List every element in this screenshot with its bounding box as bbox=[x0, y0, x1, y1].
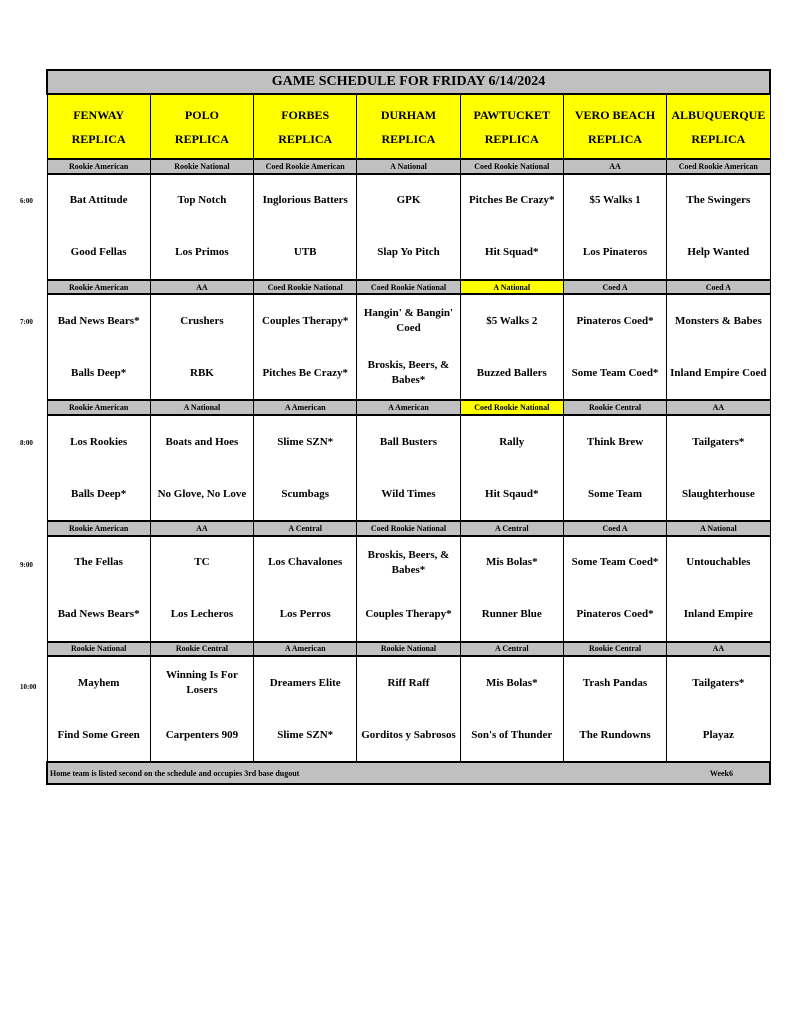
away-team: Trash Pandas bbox=[563, 656, 666, 709]
division-label: Rookie American bbox=[47, 521, 150, 536]
division-label: Rookie American bbox=[47, 159, 150, 174]
division-row bbox=[47, 642, 770, 657]
field-header bbox=[667, 94, 770, 159]
away-team: Dreamers Elite bbox=[254, 656, 357, 709]
home-team: Runner Blue bbox=[460, 589, 563, 642]
away-team: Broskis, Beers, & Babes* bbox=[357, 536, 460, 589]
home-team: Los Primos bbox=[150, 227, 253, 280]
away-team: Untouchables bbox=[667, 536, 770, 589]
footer-note: Home team is listed second on the schedule and occupies 3rd base dugout bbox=[50, 768, 300, 778]
away-team: Tailgaters* bbox=[667, 415, 770, 468]
home-team: Los Perros bbox=[254, 589, 357, 642]
away-team: Winning Is For Losers bbox=[150, 656, 253, 709]
field-name: PAWTUCKET bbox=[473, 107, 550, 122]
home-team: No Glove, No Love bbox=[150, 468, 253, 521]
home-team: Slap Yo Pitch bbox=[357, 227, 460, 280]
away-team: Los Rookies bbox=[47, 415, 150, 468]
division-label: AA bbox=[150, 280, 253, 295]
field-name: ALBUQUERQUE bbox=[671, 107, 766, 122]
time-label: 9:00 bbox=[20, 561, 33, 569]
division-label: A National bbox=[357, 159, 460, 174]
away-row bbox=[47, 294, 770, 347]
away-team: Riff Raff bbox=[357, 656, 460, 709]
away-team: GPK bbox=[357, 174, 460, 227]
home-team: Scumbags bbox=[254, 468, 357, 521]
page-title: GAME SCHEDULE FOR FRIDAY 6/14/2024 bbox=[47, 70, 770, 94]
field-name: FENWAY bbox=[73, 107, 125, 122]
home-team: Balls Deep* bbox=[47, 347, 150, 400]
home-team: Hit Squad* bbox=[460, 227, 563, 280]
home-team: Hit Sqaud* bbox=[460, 468, 563, 521]
division-label: Coed A bbox=[563, 521, 666, 536]
division-label: Coed Rookie American bbox=[254, 159, 357, 174]
division-label: Rookie Central bbox=[150, 642, 253, 657]
time-label: 8:00 bbox=[20, 439, 33, 447]
home-team: Gorditos y Sabrosos bbox=[357, 709, 460, 762]
away-team: Mis Bolas* bbox=[460, 536, 563, 589]
division-label: A National bbox=[667, 521, 770, 536]
away-team: Hangin' & Bangin' Coed bbox=[357, 294, 460, 347]
division-label: A American bbox=[254, 642, 357, 657]
division-label: Rookie American bbox=[47, 400, 150, 415]
field-sub: REPLICA bbox=[484, 131, 539, 146]
home-team: Couples Therapy* bbox=[357, 589, 460, 642]
division-label: AA bbox=[667, 642, 770, 657]
division-label: Rookie National bbox=[357, 642, 460, 657]
division-label: A Central bbox=[460, 642, 563, 657]
field-header-row bbox=[47, 94, 770, 159]
division-label: Coed Rookie National bbox=[460, 159, 563, 174]
division-row bbox=[47, 400, 770, 415]
footer-cell bbox=[47, 762, 770, 784]
division-label: A Central bbox=[460, 521, 563, 536]
division-label: Coed Rookie National bbox=[254, 280, 357, 295]
away-team: Couples Therapy* bbox=[254, 294, 357, 347]
away-team: Bad News Bears* bbox=[47, 294, 150, 347]
footer-row bbox=[47, 762, 770, 784]
home-team: Slaughterhouse bbox=[667, 468, 770, 521]
home-row bbox=[47, 468, 770, 521]
field-sub: REPLICA bbox=[691, 131, 746, 146]
home-team: Buzzed Ballers bbox=[460, 347, 563, 400]
away-row bbox=[47, 415, 770, 468]
field-name: DURHAM bbox=[380, 107, 437, 122]
division-label: AA bbox=[667, 400, 770, 415]
away-row bbox=[47, 656, 770, 709]
division-label: Rookie American bbox=[47, 280, 150, 295]
away-team: Rally bbox=[460, 415, 563, 468]
away-team: Some Team Coed* bbox=[563, 536, 666, 589]
away-row bbox=[47, 536, 770, 589]
home-team: Pinateros Coed* bbox=[563, 589, 666, 642]
home-team: Pitches Be Crazy* bbox=[254, 347, 357, 400]
away-team: Mis Bolas* bbox=[460, 656, 563, 709]
away-team: Bat Attitude bbox=[47, 174, 150, 227]
home-team: RBK bbox=[150, 347, 253, 400]
away-team: $5 Walks 1 bbox=[563, 174, 666, 227]
division-label: Rookie Central bbox=[563, 400, 666, 415]
home-team: Broskis, Beers, & Babes* bbox=[357, 347, 460, 400]
away-team: Slime SZN* bbox=[254, 415, 357, 468]
field-header bbox=[150, 94, 253, 159]
home-team: UTB bbox=[254, 227, 357, 280]
field-sub: REPLICA bbox=[71, 131, 126, 146]
field-name: POLO bbox=[184, 107, 219, 122]
home-team: Inland Empire Coed bbox=[667, 347, 770, 400]
division-label: Coed A bbox=[667, 280, 770, 295]
away-team: TC bbox=[150, 536, 253, 589]
away-team: Ball Busters bbox=[357, 415, 460, 468]
field-sub: REPLICA bbox=[174, 131, 229, 146]
division-label: Rookie Central bbox=[563, 642, 666, 657]
home-team: Slime SZN* bbox=[254, 709, 357, 762]
home-team: Carpenters 909 bbox=[150, 709, 253, 762]
home-team: Some Team bbox=[563, 468, 666, 521]
home-team: Los Lecheros bbox=[150, 589, 253, 642]
schedule-table bbox=[46, 69, 771, 785]
home-team: Inland Empire bbox=[667, 589, 770, 642]
home-team: Wild Times bbox=[357, 468, 460, 521]
field-header bbox=[563, 94, 666, 159]
field-header bbox=[254, 94, 357, 159]
away-team: Boats and Hoes bbox=[150, 415, 253, 468]
away-team: Monsters & Babes bbox=[667, 294, 770, 347]
away-row bbox=[47, 174, 770, 227]
home-row bbox=[47, 227, 770, 280]
home-row bbox=[47, 347, 770, 400]
division-label: A Central bbox=[254, 521, 357, 536]
division-label: AA bbox=[563, 159, 666, 174]
home-team: Los Pinateros bbox=[563, 227, 666, 280]
time-label: 6:00 bbox=[20, 197, 33, 205]
field-sub: REPLICA bbox=[381, 131, 436, 146]
field-header bbox=[357, 94, 460, 159]
division-label: A American bbox=[357, 400, 460, 415]
home-row bbox=[47, 709, 770, 762]
home-team: Bad News Bears* bbox=[47, 589, 150, 642]
away-team: The Swingers bbox=[667, 174, 770, 227]
field-header bbox=[460, 94, 563, 159]
time-label: 10:00 bbox=[20, 683, 37, 691]
home-team: Good Fellas bbox=[47, 227, 150, 280]
division-label: A American bbox=[254, 400, 357, 415]
week-label: Week6 bbox=[709, 768, 733, 778]
field-sub: REPLICA bbox=[278, 131, 333, 146]
home-team: Find Some Green bbox=[47, 709, 150, 762]
division-label: Coed A bbox=[563, 280, 666, 295]
home-team: Playaz bbox=[667, 709, 770, 762]
away-team: $5 Walks 2 bbox=[460, 294, 563, 347]
field-name: FORBES bbox=[281, 107, 330, 122]
division-row bbox=[47, 159, 770, 174]
title-row bbox=[47, 70, 770, 94]
division-label: Coed Rookie American bbox=[667, 159, 770, 174]
away-team: Think Brew bbox=[563, 415, 666, 468]
away-team: Inglorious Batters bbox=[254, 174, 357, 227]
division-label: Coed Rookie National bbox=[460, 400, 563, 415]
division-label: Rookie National bbox=[47, 642, 150, 657]
home-team: The Rundowns bbox=[563, 709, 666, 762]
away-team: Top Notch bbox=[150, 174, 253, 227]
away-team: Mayhem bbox=[47, 656, 150, 709]
home-team: Some Team Coed* bbox=[563, 347, 666, 400]
division-label: A National bbox=[460, 280, 563, 295]
division-row bbox=[47, 521, 770, 536]
away-team: Pinateros Coed* bbox=[563, 294, 666, 347]
division-row bbox=[47, 280, 770, 295]
home-team: Balls Deep* bbox=[47, 468, 150, 521]
home-row bbox=[47, 589, 770, 642]
away-team: The Fellas bbox=[47, 536, 150, 589]
field-sub: REPLICA bbox=[588, 131, 643, 146]
division-label: AA bbox=[150, 521, 253, 536]
division-label: Rookie National bbox=[150, 159, 253, 174]
field-header bbox=[47, 94, 150, 159]
division-label: Coed Rookie National bbox=[357, 521, 460, 536]
time-label: 7:00 bbox=[20, 318, 33, 326]
away-team: Crushers bbox=[150, 294, 253, 347]
away-team: Tailgaters* bbox=[667, 656, 770, 709]
away-team: Pitches Be Crazy* bbox=[460, 174, 563, 227]
field-name: VERO BEACH bbox=[574, 107, 656, 122]
home-team: Son's of Thunder bbox=[460, 709, 563, 762]
division-label: Coed Rookie National bbox=[357, 280, 460, 295]
home-team: Help Wanted bbox=[667, 227, 770, 280]
away-team: Los Chavalones bbox=[254, 536, 357, 589]
division-label: A National bbox=[150, 400, 253, 415]
